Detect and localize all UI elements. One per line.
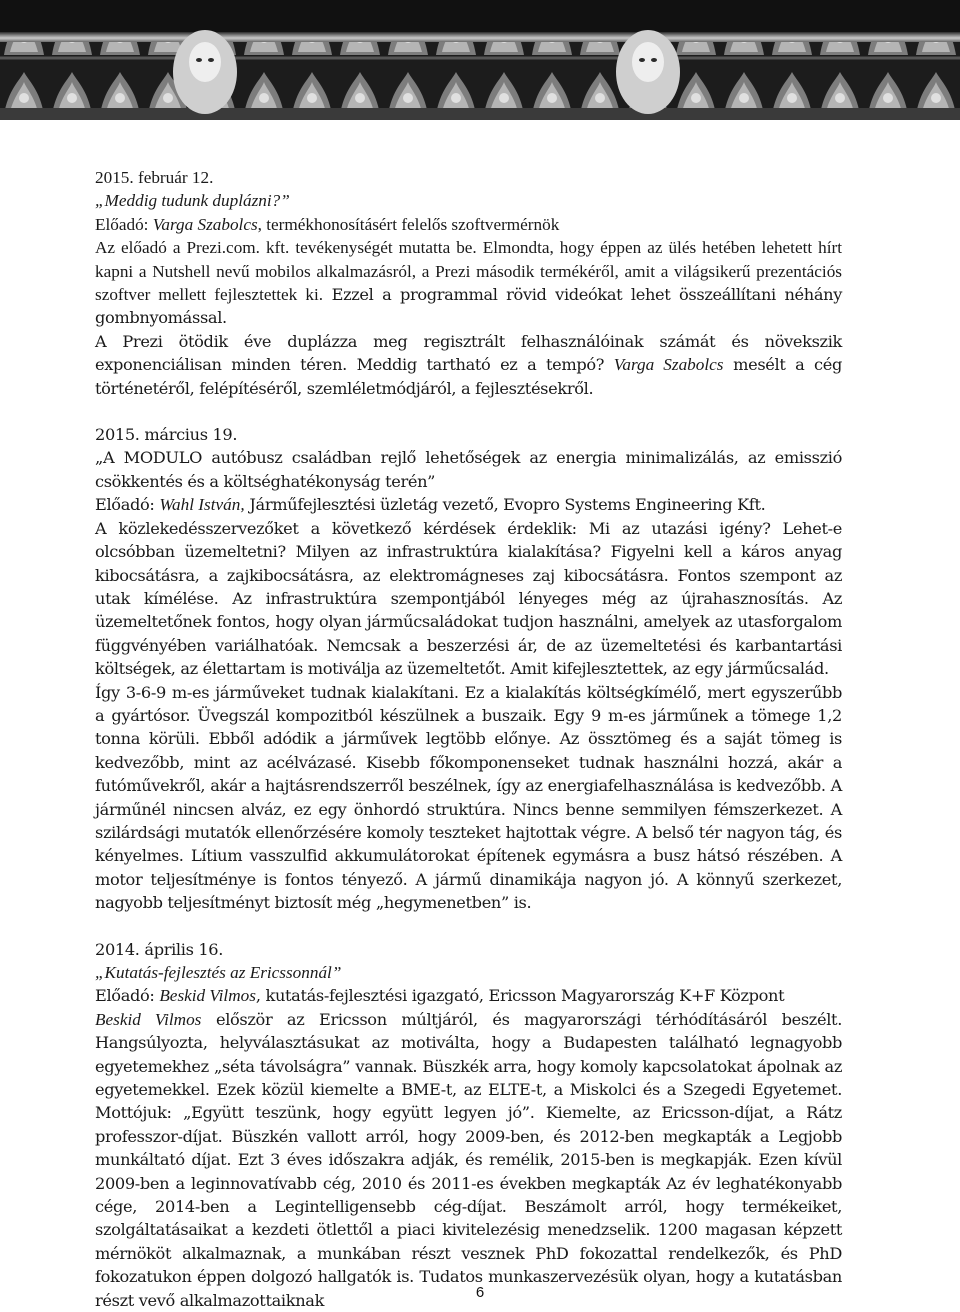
body-paragraph: Beskid Vilmos először az Ericsson múltjáról, és magyarországi térhódításáról beszélt. Hangsúlyozta, helyválasztásukat az motiválta, hogy a Budapesten található legnagyobb egyetemekhez „séta távolságra” vannak. Büszkék arra, hogy komoly kapcsolatokat ápolnak az egyetemekkel. Ezek közül kiemelte a BME-t, az ELTE-t, a Miskolci és a Szegedi Egyetemet. Mottójuk: „Együtt teszünk, hogy együtt legyen jó”. Kiemelte, az Ericsson-díjat, a Rátz professzor-díjat. Büszkén vallott arról, hogy 2009-ben, és 2012-ben megkapták a Legjobb munkáltató díjat. Ezt 3 éves időszakra adják, és remélik, 2015-ben is megkapják. Ezen kívül 2009-ben a leginnovatívabb cég, 2010 és 2011-es években megkapták Az év leghatékonyabb cége, 2014-ben a Legintelligensebb cég-díjat. Beszámolt arról, hogy termékeiket, szolgáltatásaikat a kezdeti ötlettől a piaci kivitelezésig menedzselik. 1200 magasan képzett mérnököt alkalmaznak, a munkában részt vesznek PhD fokozattal rendelkezők, és PhD fokozatukon éppen dolgozó hallgatók is. Tudatos munkaszervezésük olyan, hogy a kutatásban részt vevő alkalmazottaiknak bbox=[95, 1009, 842, 1310]
body-paragraph: A Prezi ötödik éve duplázza meg regisztrált felhasználóinak számát és növekszik exponenciálisan minden téren. Meddig tartható ez a tempó? Varga Szabolcs mesélt a cég történetéről, felépítéséről, szemléletmódjáról, a fejlesztésekről. bbox=[95, 331, 842, 398]
section-title: „A MODULO autóbusz családban rejlő lehetőségek az energia minimalizálás, az emisszió csökkentés és a költséghatékonyság terén” bbox=[95, 448, 842, 491]
section-ericsson bbox=[95, 938, 842, 1312]
document-body bbox=[95, 166, 842, 1312]
section-modulo bbox=[95, 423, 842, 915]
section-title: „Kutatás-fejlesztés az Ericssonnál” bbox=[95, 963, 342, 982]
body-paragraph: Így 3-6-9 m-es járműveket tudnak kialakítani. Ez a kialakítás költségkímélő, mert egyszerűbb a gyártósor. Üvegszál kompozitból készülnek a buszaik. Egy 9 m-es járműnek a tömege 1,2 tonna körüli. Ebből adódik a járművek legtöbb előnye. Az össztömeg és a saját tömeg is kedvezőbb, mint az acélvázasé. Kisebb főkomponenseket tudnak használni hozzá, akár a futóművekről, akár a hajtásrendszerről beszélnek, így az energiafelhasználása is kedvezőbb. A járműnél nincsen alváz, ez egy önhordó struktúra. Nincs benne semmilyen fémszerkezet. A szilárdsági mutatók ellenőrzésére komoly teszteket hajtottak végre. A belső tér nagyon tág, és kényelmes. Lítium vasszulfid akkumulátorokat építenek egymásra a busz hátsó részében. A motor teljesítménye is fontos tényező. A jármű dinamikája nagyon jó. A könnyű szerkezet, nagyobb teljesítményt biztosít még „hegymenetben” is. bbox=[95, 682, 842, 913]
body-paragraph: Az előadó a Prezi.com. kft. tevékenységét mutatta be. Elmondta, hogy éppen az ülés hetében lehetett hírt kapni a Nutshell nevű mobilos alkalmazásról, a Prezi második termékéről, amit a világsikerű prezentációs szoftver mellett fejlesztettek ki. Ezzel a programmal rövid videókat lehet összeállítani néhány gombnyomással. bbox=[95, 238, 842, 328]
section-date: 2015. február 12. bbox=[95, 168, 214, 187]
presenter-line: Előadó: Varga Szabolcs, termékhonosításért felelős szoftvermérnök bbox=[95, 214, 560, 234]
page-number: 6 bbox=[475, 1284, 485, 1301]
presenter-line: Előadó: Beskid Vilmos, kutatás-fejlesztési igazgató, Ericsson Magyarország K+F Központ bbox=[95, 986, 785, 1006]
header-banner bbox=[0, 0, 960, 120]
section-date: 2015. március 19. bbox=[95, 425, 238, 445]
body-paragraph: A közlekedésszervezőket a következő kérdések érdeklik: Mi az utazási igény? Lehet-e olcsóbban üzemeltetni? Milyen az infrastruktúra kialakítása? Figyelni kell a káros anyag kibocsátásra, a zajkibocsátásra, az elektromágneses zaj kibocsátásra. Fontos szempont az utak kímélése. Az infrastruktúra szempontjából lényeges még az újrahasznosítás. Az üzemeltetőnek fontos, hogy olyan járműcsaládokat tudjon használni, amelyek az utasforgalom függvényében variálhatóak. Nemcsak a beszerzési ár, de az üzemeltetési és karbantartási költségek, az élettartam is motiválja az üzemeltetőt. Amit kifejlesztettek, az egy járműcsalád. bbox=[95, 518, 842, 679]
section-title: „Meddig tudunk duplázni?” bbox=[95, 191, 290, 211]
section-prezi bbox=[95, 166, 842, 400]
section-date: 2014. április 16. bbox=[95, 939, 224, 959]
ornamental-frieze-icon bbox=[0, 0, 960, 120]
presenter-line: Előadó: Wahl István, Járműfejlesztési üzletág vezető, Evopro Systems Engineering Kft. bbox=[95, 495, 766, 515]
